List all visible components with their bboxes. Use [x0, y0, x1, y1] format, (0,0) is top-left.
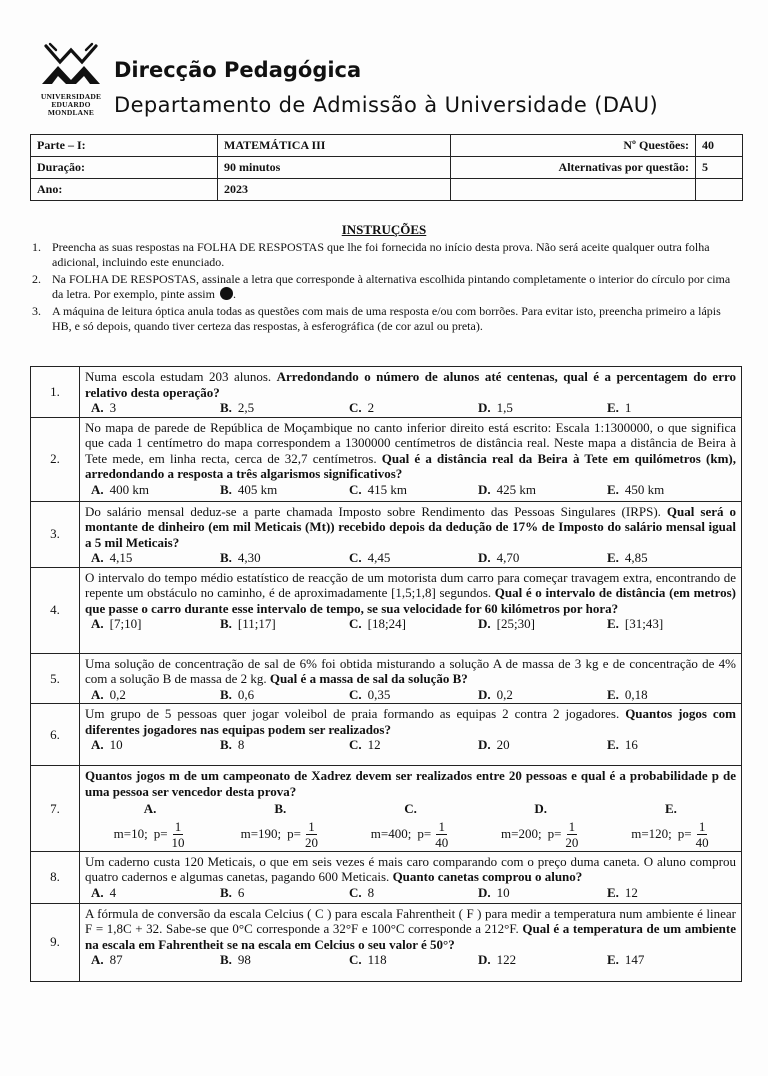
- question-number: 7.: [31, 766, 80, 852]
- answer-option: [91, 400, 220, 416]
- option-m-value: m=400;: [370, 826, 412, 842]
- answer-options: [85, 737, 736, 753]
- subject: MATEMÁTICA III: [218, 135, 451, 157]
- question-stem: [85, 420, 736, 482]
- question-number: 4.: [31, 567, 80, 653]
- answer-option: [478, 687, 607, 703]
- instruction-suffix: .: [232, 286, 236, 301]
- question-number: 9.: [31, 903, 80, 981]
- question-text: Numa escola estudam 203 alunos.: [85, 369, 277, 384]
- option-letter: E.: [607, 400, 619, 415]
- option-value: 4,70: [496, 550, 520, 565]
- option-p-label: p=: [547, 826, 562, 842]
- answer-option: [220, 550, 349, 566]
- question-number: 6.: [31, 704, 80, 766]
- option-letter: D.: [478, 884, 491, 900]
- instructions-list: [30, 240, 740, 336]
- instruction-text: Preencha as suas respostas na FOLHA DE RESPOSTAS que lhe foi fornecida no início desta prova. Não será aceite qualquer outra folha adicional, incluindo este enunciado.: [52, 240, 710, 269]
- answer-option: [478, 400, 607, 416]
- option-value: 98: [237, 952, 251, 967]
- question-body: [80, 903, 742, 981]
- question-text: O intervalo do tempo médio estatístico de reacção de um motorista dum carro para começar travagem extra, encontrando de repente um obstáculo no caminho, é de aproximadamente [1,5;1,8] segundos.: [85, 569, 736, 600]
- option-letter: B.: [274, 801, 287, 816]
- option-value: [31;43]: [624, 616, 664, 631]
- question-row: [31, 367, 742, 418]
- question-stem: [85, 854, 736, 885]
- option-value: 8: [237, 737, 245, 752]
- option-letter: D.: [478, 616, 491, 631]
- option-value: 6: [237, 884, 245, 900]
- question-stem: [85, 656, 736, 687]
- option-p-label: p=: [417, 826, 432, 842]
- answer-option: [349, 737, 478, 753]
- question-stem: [85, 768, 736, 799]
- option-value: 4: [109, 884, 117, 900]
- option-letter: C.: [349, 952, 362, 967]
- university-line-3: MONDLANE: [47, 108, 95, 117]
- instruction-number: 3.: [32, 304, 41, 318]
- option-value: 2,5: [237, 400, 255, 415]
- question-prompt: Arredondando o número de alunos até centenas, qual é a percentagem do erro relativo desta operação?: [85, 369, 736, 400]
- answer-option: [220, 737, 349, 753]
- answer-options: [85, 550, 736, 566]
- option-letter: B.: [220, 686, 232, 702]
- answer-option: [478, 737, 607, 753]
- question-body: [80, 766, 742, 852]
- question-text: Uma solução de concentração de sal de 6% foi obtida misturando a solução A de massa de 3 kg e de concentração de 4% com a solução B de massa de 2 kg.: [85, 655, 736, 686]
- answer-option: [85, 819, 215, 850]
- option-letter: D.: [478, 481, 491, 497]
- answer-option: [220, 400, 349, 416]
- question-prompt: Quanto canetas comprou o aluno?: [392, 869, 583, 884]
- empty-cell: [451, 179, 696, 201]
- question-number: 8.: [31, 851, 80, 903]
- question-body: [80, 851, 742, 903]
- instruction-number: 2.: [32, 272, 41, 286]
- parte-label: Parte – I:: [31, 135, 218, 157]
- fraction-denominator: 40: [695, 834, 709, 850]
- instruction-text: Na FOLHA DE RESPOSTAS, assinale a letra que corresponde à alternativa escolhida pintando completamente o interior do círculo por cima da letra. Por exemplo, pinte assim: [52, 272, 731, 301]
- question-row: [31, 417, 742, 501]
- answer-option: [607, 616, 736, 632]
- option-m-value: m=10;: [113, 826, 148, 842]
- option-letter: A.: [91, 400, 104, 415]
- answer-option: [607, 737, 736, 753]
- option-letter: C.: [349, 884, 362, 900]
- answer-option: [349, 952, 478, 968]
- answer-option: [478, 952, 607, 968]
- option-letter: D.: [534, 801, 548, 816]
- answer-option: [478, 616, 607, 632]
- option-letter: A.: [91, 686, 104, 702]
- question-text: Do salário mensal deduz-se a parte chamada Imposto sobre Rendimento das Pessoas Singulares (IRPS).: [85, 503, 667, 519]
- alt-label: Alternativas por questão:: [451, 157, 696, 179]
- answer-option: [349, 616, 478, 632]
- university-line-2: EDUARDO: [51, 100, 91, 109]
- answer-option: [91, 482, 220, 498]
- question-row: [31, 903, 742, 981]
- option-letter: A.: [91, 952, 104, 967]
- question-number: 2.: [31, 417, 80, 501]
- option-letter: B.: [220, 400, 232, 415]
- option-letter: D.: [478, 686, 491, 702]
- option-value: 450 km: [624, 481, 665, 497]
- answer-option: [91, 737, 220, 753]
- option-value: 0,2: [496, 686, 513, 702]
- answer-letters: [85, 801, 736, 817]
- question-text: No mapa de parede de República de Moçambique no canto inferior direito está escrito: Escala 1:1300000, o que significa que cada 1 centímetro do mapa correspondem a 1300000 centímetros de distância real. Neste mapa a distância de Beira à Tete mede, em linha recta, cerca de 32,7 centímetros.: [85, 419, 736, 466]
- university-name: [38, 93, 104, 117]
- fraction-denominator: 10: [171, 834, 185, 850]
- answer-option: [220, 482, 349, 498]
- fraction-denominator: 20: [305, 834, 318, 850]
- option-letter: A.: [143, 801, 157, 816]
- option-letter: D.: [478, 550, 491, 565]
- option-letter: C.: [349, 686, 362, 702]
- question-body: [80, 501, 742, 567]
- instruction-item: [30, 240, 740, 269]
- page-subtitle: Departamento de Admissão à Universidade (DAU): [114, 93, 659, 117]
- answer-option: [606, 819, 736, 850]
- question-prompt: Qual é a massa de sal da solução B?: [269, 671, 468, 686]
- option-value: 20: [496, 737, 510, 752]
- option-letter: C.: [349, 400, 362, 415]
- option-letter: B.: [220, 884, 232, 900]
- answer-option: [91, 952, 220, 968]
- answer-option: [607, 885, 736, 901]
- option-letter: D.: [478, 400, 491, 415]
- question-number: 1.: [31, 367, 80, 418]
- question-row: [31, 766, 742, 852]
- answer-options: [85, 482, 736, 498]
- question-body: [80, 367, 742, 418]
- option-value: [18;24]: [367, 616, 406, 631]
- fraction-denominator: 20: [565, 834, 579, 850]
- answer-options: [85, 616, 736, 632]
- question-row: [31, 653, 742, 704]
- uem-logo-icon: [38, 40, 104, 96]
- question-stem: [85, 570, 736, 617]
- question-stem: [85, 906, 736, 953]
- question-prompt: Qual é o intervalo de distância (em metros) que passe o carro durante esse intervalo de tempo, se sua velocidade for 60 kilómetros por hora?: [85, 585, 736, 616]
- option-m-value: m=200;: [501, 826, 542, 842]
- option-letter: E.: [607, 616, 619, 631]
- question-text: Um caderno custa 120 Meticais, o que em seis vezes é mais caro comparando com o preço duma caneta. O aluno comprou quatro cadernos e algumas canetas, pagando 600 Meticais.: [85, 853, 736, 884]
- instruction-item: [30, 272, 740, 301]
- instruction-number: 1.: [32, 240, 41, 254]
- option-value: 2: [367, 400, 375, 415]
- question-number: 3.: [31, 501, 80, 567]
- question-text: Um grupo de 5 pessoas quer jogar voleibol de praia formando as equipas 2 contra 2 jogadores.: [85, 706, 626, 721]
- answer-option: [349, 482, 478, 498]
- answer-option: [478, 482, 607, 498]
- option-value: [11;17]: [237, 616, 276, 631]
- fraction-denominator: 40: [435, 834, 449, 850]
- option-m-value: m=190;: [240, 826, 282, 842]
- answer-option: [349, 885, 478, 901]
- answer-option: [220, 687, 349, 703]
- option-letter: E.: [607, 737, 619, 752]
- questions-table: [30, 366, 742, 982]
- question-row: [31, 851, 742, 903]
- answer-option: [349, 400, 478, 416]
- question-prompt: Qual é a distância real da Beira à Tete em quilómetros (km), arredondando a resposta a três algarismos significativos?: [85, 450, 736, 481]
- option-value: 4,15: [109, 550, 133, 565]
- option-value: 0,35: [367, 686, 391, 702]
- option-letter: A.: [91, 481, 104, 497]
- question-row: [31, 567, 742, 653]
- option-value: 87: [109, 952, 123, 967]
- option-value: [7;10]: [109, 616, 142, 631]
- alt-value: 5: [696, 157, 743, 179]
- option-value: 4,45: [367, 550, 391, 565]
- ano-label: Ano:: [31, 179, 218, 201]
- option-letter: B.: [220, 616, 232, 631]
- empty-cell: [696, 179, 743, 201]
- answer-option: [478, 550, 607, 566]
- option-value: 118: [367, 952, 387, 967]
- option-value: 4,30: [237, 550, 261, 565]
- answer-option: [220, 952, 349, 968]
- filled-circle-icon: [220, 287, 233, 300]
- answer-options: [85, 885, 736, 901]
- exam-info-table: [30, 134, 743, 201]
- option-letter: E.: [607, 952, 619, 967]
- option-letter: B.: [220, 481, 232, 497]
- option-p-label: p=: [287, 826, 301, 842]
- question-stem: [85, 706, 736, 737]
- option-value: 12: [624, 884, 638, 900]
- option-value: 3: [109, 400, 117, 415]
- option-letter: C.: [404, 801, 417, 816]
- option-value: 0,6: [237, 686, 255, 702]
- option-value: 400 km: [109, 481, 150, 497]
- answer-option: [607, 687, 736, 703]
- question-prompt: Quantos jogos m de um campeonato de Xadrez devem ser realizados entre 20 pessoas e qual é a probabilidade p de uma pessoa ser vencedor desta prova?: [85, 768, 736, 799]
- answer-option: [91, 687, 220, 703]
- option-letter: E.: [607, 884, 619, 900]
- option-value: 8: [367, 884, 375, 900]
- answer-option: [607, 550, 736, 566]
- fraction-numerator: 1: [698, 818, 706, 834]
- option-letter: E.: [607, 686, 619, 702]
- answer-option: [220, 885, 349, 901]
- fraction: [303, 819, 320, 850]
- question-stem: [85, 504, 736, 551]
- question-text: A fórmula de conversão da escala Celcius ( C ) para escala Fahrentheit ( F ) para medir a temperatura num ambiente é linear F = 1,8C + 32. Sabe-se que 0°C corresponde a 32°F e 100°C corresponde a 212°F.: [85, 905, 736, 936]
- option-letter: C.: [349, 737, 362, 752]
- question-prompt: Qual é a temperatura de um ambiente na escala em Fahrentheit se na escala em Celcius o seu valor é 50°?: [85, 921, 736, 952]
- question-row: [31, 704, 742, 766]
- option-letter: B.: [220, 737, 232, 752]
- option-p-label: p=: [677, 826, 692, 842]
- option-value: 12: [367, 737, 381, 752]
- answer-options: [85, 400, 736, 416]
- fraction-numerator: 1: [174, 818, 182, 834]
- option-value: 415 km: [367, 481, 408, 497]
- question-stem: [85, 369, 736, 400]
- question-number: 5.: [31, 653, 80, 704]
- option-value: 405 km: [237, 481, 278, 497]
- question-body: [80, 567, 742, 653]
- answer-option: [91, 885, 220, 901]
- answer-option: [607, 482, 736, 498]
- answer-option: [220, 616, 349, 632]
- option-value: 122: [496, 952, 517, 967]
- ano-value: 2023: [218, 179, 451, 201]
- duracao-value: 90 minutos: [218, 157, 451, 179]
- question-prompt: Qual será o montante de dinheiro (em mil Meticais (Mt)) recebido depois da dedução de 17% de Imposto do salário mensal igual a 5 mil Meticais?: [85, 503, 736, 550]
- option-m-value: m=120;: [631, 826, 672, 842]
- option-letter: A.: [91, 550, 104, 565]
- option-letter: D.: [478, 952, 491, 967]
- page-title: Direcção Pedagógica: [114, 58, 362, 82]
- instruction-text: A máquina de leitura óptica anula todas as questões com mais de uma resposta e/ou com borrões. Para evitar isto, preencha primeiro a lápis HB, e só depois, quando tiver certeza das respostas, à esferográfica (de cor azul ou preta).: [52, 304, 721, 333]
- option-letter: A.: [91, 737, 104, 752]
- answer-option: [215, 819, 345, 850]
- option-value: 10: [496, 884, 510, 900]
- option-letter: C.: [349, 616, 362, 631]
- fraction: [433, 819, 450, 850]
- option-letter: A.: [91, 884, 104, 900]
- option-letter: D.: [478, 737, 491, 752]
- answer-option: [607, 952, 736, 968]
- option-letter: C.: [349, 550, 362, 565]
- option-p-label: p=: [153, 826, 168, 842]
- answer-option: [476, 819, 606, 850]
- university-line-1: UNIVERSIDADE: [40, 92, 102, 101]
- question-body: [80, 653, 742, 704]
- duracao-label: Duração:: [31, 157, 218, 179]
- option-value: 4,85: [624, 550, 648, 565]
- answer-option: [349, 687, 478, 703]
- option-value: 16: [624, 737, 638, 752]
- instructions-title: INSTRUÇÕES: [341, 222, 427, 237]
- answer-option: [349, 550, 478, 566]
- option-value: 1,5: [496, 400, 513, 415]
- option-letter: A.: [91, 616, 104, 631]
- question-body: [80, 417, 742, 501]
- instruction-item: [30, 304, 740, 333]
- answer-option: [607, 400, 736, 416]
- answer-options: [85, 819, 736, 850]
- fraction-numerator: 1: [568, 818, 576, 834]
- option-value: 147: [624, 952, 645, 967]
- fraction-numerator: 1: [438, 818, 445, 834]
- option-letter: E.: [664, 801, 677, 816]
- fraction: [170, 819, 187, 850]
- answer-option: [91, 616, 220, 632]
- fraction: [694, 819, 711, 850]
- option-value: 10: [109, 737, 123, 752]
- question-body: [80, 704, 742, 766]
- option-value: 1: [624, 400, 632, 415]
- answer-option: [345, 819, 475, 850]
- answer-options: [85, 952, 736, 968]
- option-letter: E.: [607, 481, 619, 497]
- fraction-numerator: 1: [308, 818, 315, 834]
- option-value: [25;30]: [496, 616, 535, 631]
- option-value: 0,18: [624, 686, 648, 702]
- answer-option: [91, 550, 220, 566]
- fraction: [563, 819, 580, 850]
- option-value: 425 km: [496, 481, 537, 497]
- question-prompt: Quantos jogos com diferentes jogadores nas equipas podem ser realizados?: [85, 706, 736, 737]
- option-value: 0,2: [109, 686, 126, 702]
- question-row: [31, 501, 742, 567]
- option-letter: B.: [220, 550, 232, 565]
- option-letter: B.: [220, 952, 232, 967]
- nq-value: 40: [696, 135, 743, 157]
- option-letter: C.: [349, 481, 362, 497]
- answer-option: [478, 885, 607, 901]
- nq-label: Nº Questões:: [451, 135, 696, 157]
- option-letter: E.: [607, 550, 619, 565]
- answer-options: [85, 687, 736, 703]
